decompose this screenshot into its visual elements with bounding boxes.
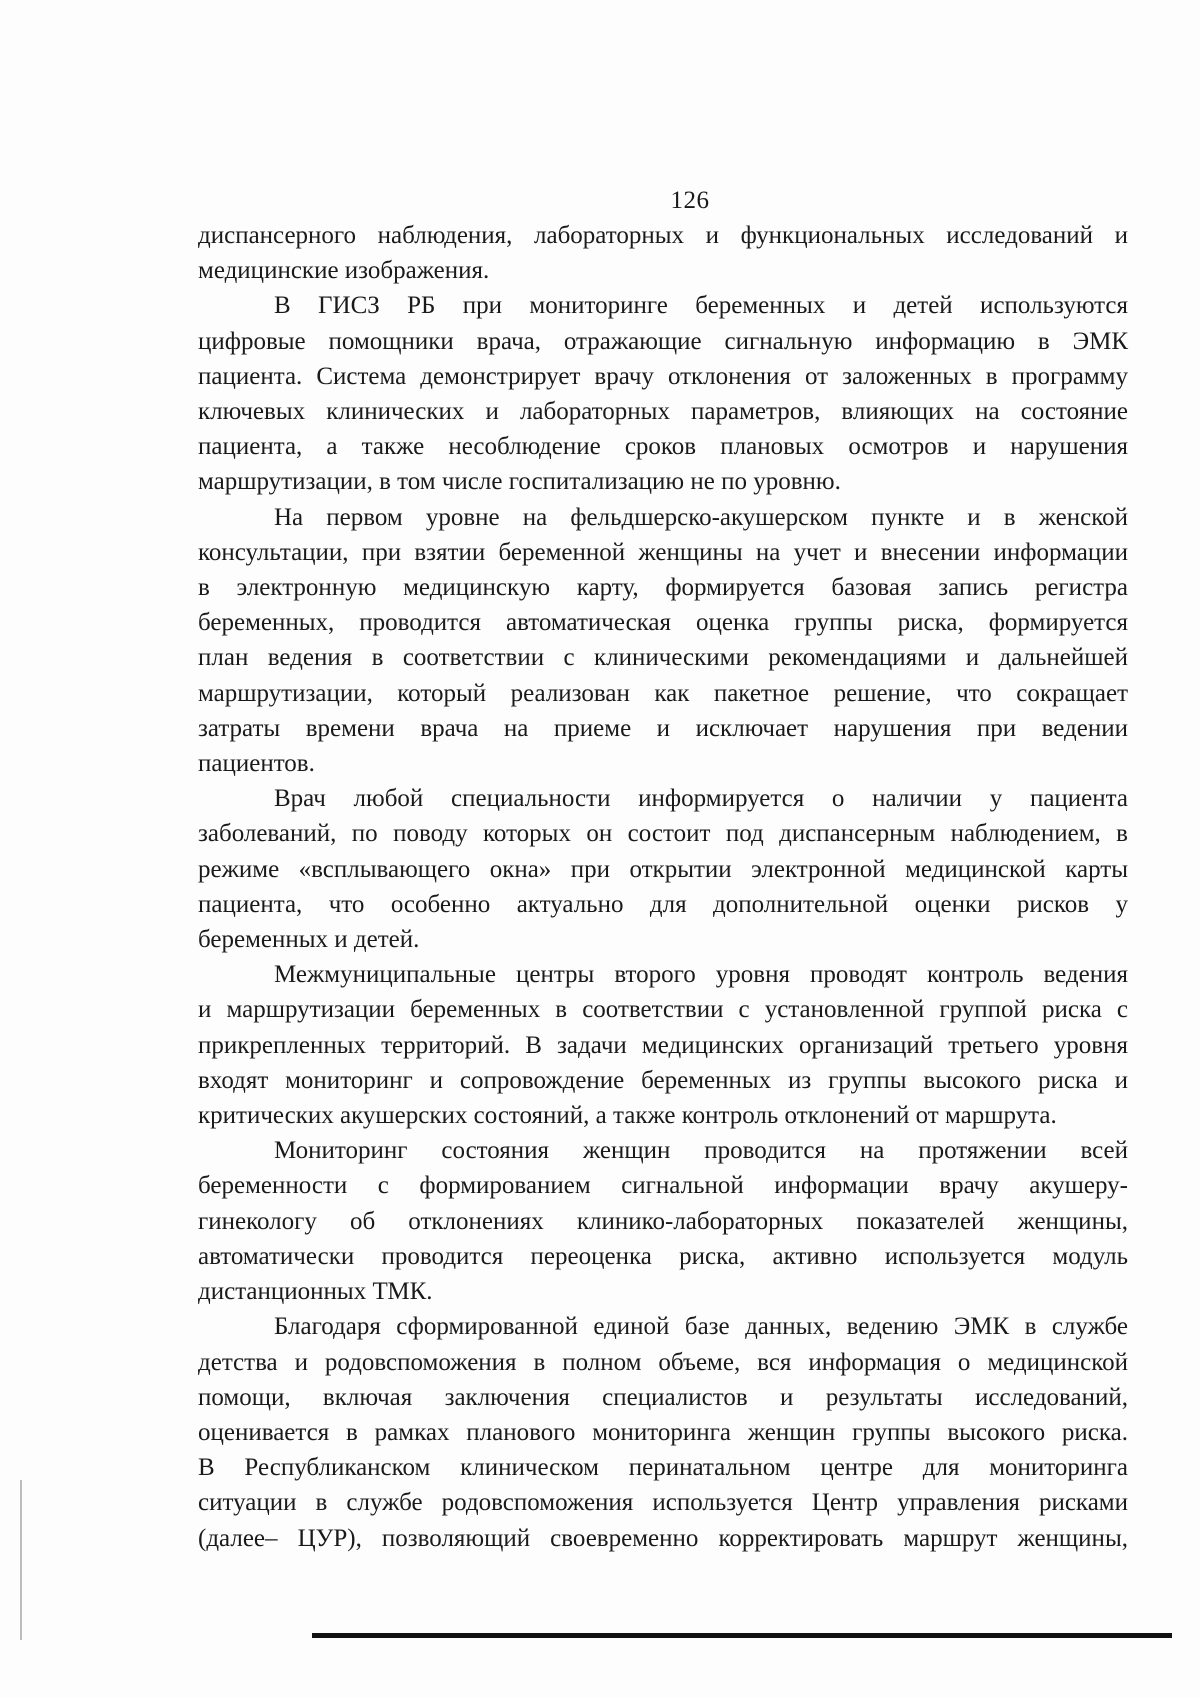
body-text: [198, 218, 1128, 1556]
text-line: пациента. Система демонстрирует врачу отклонения от заложенных в программу: [198, 362, 1128, 390]
scan-margin-mark: [20, 1480, 22, 1640]
text-line: гинекологу об отклонениях клинико-лабораторных показателей женщины,: [198, 1207, 1128, 1235]
text-line: диспансерного наблюдения, лабораторных и функциональных исследований и: [198, 222, 1128, 249]
text-line: прикрепленных территорий. В задачи медицинских организаций третьего уровня: [198, 1031, 1128, 1059]
text-line: пациентов.: [198, 750, 315, 778]
paragraph-first-line: Межмуниципальные центры второго уровня проводят контроль ведения: [274, 961, 1128, 989]
text-line: в электронную медицинскую карту, формируется базовая запись регистра: [198, 574, 1128, 602]
text-line: помощи, включая заключения специалистов и результаты исследований,: [198, 1383, 1128, 1411]
text-line: беременности с формированием сигнальной информации врачу акушеру-: [198, 1172, 1128, 1200]
text-line: автоматически проводится переоценка риска, активно используется модуль: [198, 1242, 1128, 1270]
page-number: 126: [670, 187, 710, 214]
text-line: В Республиканском клиническом перинатальном центре для мониторинга: [198, 1454, 1128, 1482]
bottom-rule: [312, 1633, 1172, 1638]
text-line: и маршрутизации беременных в соответствии с установленной группой риска с: [198, 996, 1128, 1024]
text-line: беременных и детей.: [198, 926, 420, 954]
text-line: маршрутизации, в том числе госпитализацию не по уровню.: [198, 468, 841, 496]
text-line: план ведения в соответствии с клиническими рекомендациями и дальнейшей: [198, 644, 1128, 672]
text-line: беременных, проводится автоматическая оценка группы риска, формируется: [198, 609, 1128, 637]
text-line: ключевых клинических и лабораторных параметров, влияющих на состояние: [198, 398, 1128, 426]
text-line: (далее– ЦУР), позволяющий своевременно корректировать маршрут женщины,: [198, 1524, 1128, 1552]
paragraph-first-line: Мониторинг состояния женщин проводится на протяжении всей: [274, 1137, 1128, 1165]
text-line: маршрутизации, который реализован как пакетное решение, что сокращает: [198, 679, 1128, 707]
paragraph-first-line: Врач любой специальности информируется о наличии у пациента: [274, 785, 1128, 813]
text-line: медицинские изображения.: [198, 257, 490, 285]
paragraph-first-line: На первом уровне на фельдшерско-акушерском пункте и в женской: [274, 503, 1128, 531]
text-line: оценивается в рамках планового мониторинга женщин группы высокого риска.: [198, 1418, 1128, 1446]
text-line: входят мониторинг и сопровождение беременных из группы высокого риска и: [198, 1066, 1128, 1094]
text-line: консультации, при взятии беременной женщины на учет и внесении информации: [198, 538, 1128, 566]
paragraph-first-line: Благодаря сформированной единой базе данных, ведению ЭМК в службе: [274, 1313, 1128, 1341]
paragraph-first-line: В ГИСЗ РБ при мониторинге беременных и детей используются: [274, 292, 1128, 320]
text-line: ситуации в службе родовспоможения используется Центр управления рисками: [198, 1489, 1128, 1517]
text-line: режиме «всплывающего окна» при открытии электронной медицинской карты: [198, 855, 1128, 883]
text-line: пациента, что особенно актуально для дополнительной оценки рисков у: [198, 890, 1128, 918]
text-line: детства и родовспоможения в полном объеме, вся информация о медицинской: [198, 1348, 1128, 1376]
text-line: дистанционных ТМК.: [198, 1278, 433, 1306]
text-line: заболеваний, по поводу которых он состоит под диспансерным наблюдением, в: [198, 820, 1128, 848]
text-line: пациента, а также несоблюдение сроков плановых осмотров и нарушения: [198, 433, 1128, 461]
text-line: цифровые помощники врача, отражающие сигнальную информацию в ЭМК: [198, 327, 1128, 355]
text-line: критических акушерских состояний, а также контроль отклонений от маршрута.: [198, 1102, 1057, 1130]
text-line: затраты времени врача на приеме и исключает нарушения при ведении: [198, 714, 1128, 742]
